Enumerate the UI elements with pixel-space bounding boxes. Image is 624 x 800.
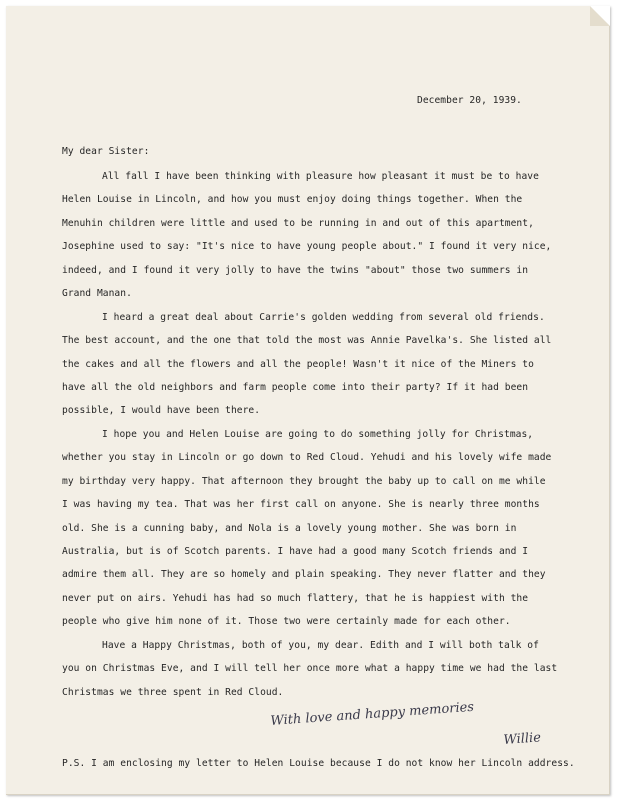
- letter-line: Christmas we three spent in Red Cloud.: [62, 686, 284, 698]
- letter-line: I heard a great deal about Carrie's golden wedding from several old friends.: [102, 311, 545, 323]
- letter-line: whether you stay in Lincoln or go down to Red Cloud. Yehudi and his lovely wife made: [62, 452, 552, 464]
- letter-line: the cakes and all the flowers and all the people! Wasn't it nice of the Miners to: [62, 358, 534, 370]
- letter-salutation: My dear Sister:: [62, 146, 150, 157]
- handwritten-closing: With love and happy memories: [270, 699, 475, 729]
- letter-line: Have a Happy Christmas, both of you, my dear. Edith and I will both talk of: [102, 639, 539, 651]
- letter-date: December 20, 1939.: [417, 95, 522, 106]
- letter-line: Australia, but is of Scotch parents. I have had a good many Scotch friends and I: [62, 546, 529, 557]
- letter-line: Josephine used to say: "It's nice to have young people about." I found it very nice,: [62, 241, 552, 253]
- letter-line: indeed, and I found it very jolly to have the twins "about" those two summers in: [62, 264, 529, 276]
- letter-line: I hope you and Helen Louise are going to do something jolly for Christmas,: [102, 428, 534, 440]
- letter-line: Grand Manan.: [62, 288, 132, 300]
- letter-line: The best account, and the one that told the most was Annie Pavelka's. She listed all: [62, 335, 552, 347]
- letter-body: [62, 165, 557, 704]
- letter-line: you on Christmas Eve, and I will tell her once more what a happy time we had the last: [62, 663, 558, 675]
- letter-line: Menuhin children were little and used to be running in and out of this apartment,: [62, 217, 534, 229]
- letter-line: I was having my tea. That was her first call on anyone. She is nearly three months: [62, 499, 540, 511]
- letter-line: have all the old neighbors and farm people come into their party? If it had been: [62, 381, 529, 393]
- handwritten-signature: Willie: [503, 730, 542, 748]
- letter-line: possible, I would have been there.: [62, 405, 261, 417]
- letter-line: Helen Louise in Lincoln, and how you must enjoy doing things together. When the: [62, 194, 523, 206]
- page-corner-fold: [590, 6, 610, 26]
- letter-line: never put on airs. Yehudi has had so much flattery, that he is happiest with the: [62, 592, 529, 604]
- letter-line: my birthday very happy. That afternoon they brought the baby up to call on me while: [62, 475, 546, 487]
- letter-line: people who give him none of it. Those two were certainly made for each other.: [62, 616, 511, 628]
- letter-postscript: P.S. I am enclosing my letter to Helen Louise because I do not know her Lincoln address.: [62, 758, 575, 769]
- letter-line: admire them all. They are so homely and plain speaking. They never flatter and they: [62, 569, 546, 581]
- letter-line: old. She is a cunning baby, and Nola is a lovely young mother. She was born in: [62, 522, 517, 534]
- letter-line: All fall I have been thinking with pleasure how pleasant it must be to have: [102, 171, 539, 182]
